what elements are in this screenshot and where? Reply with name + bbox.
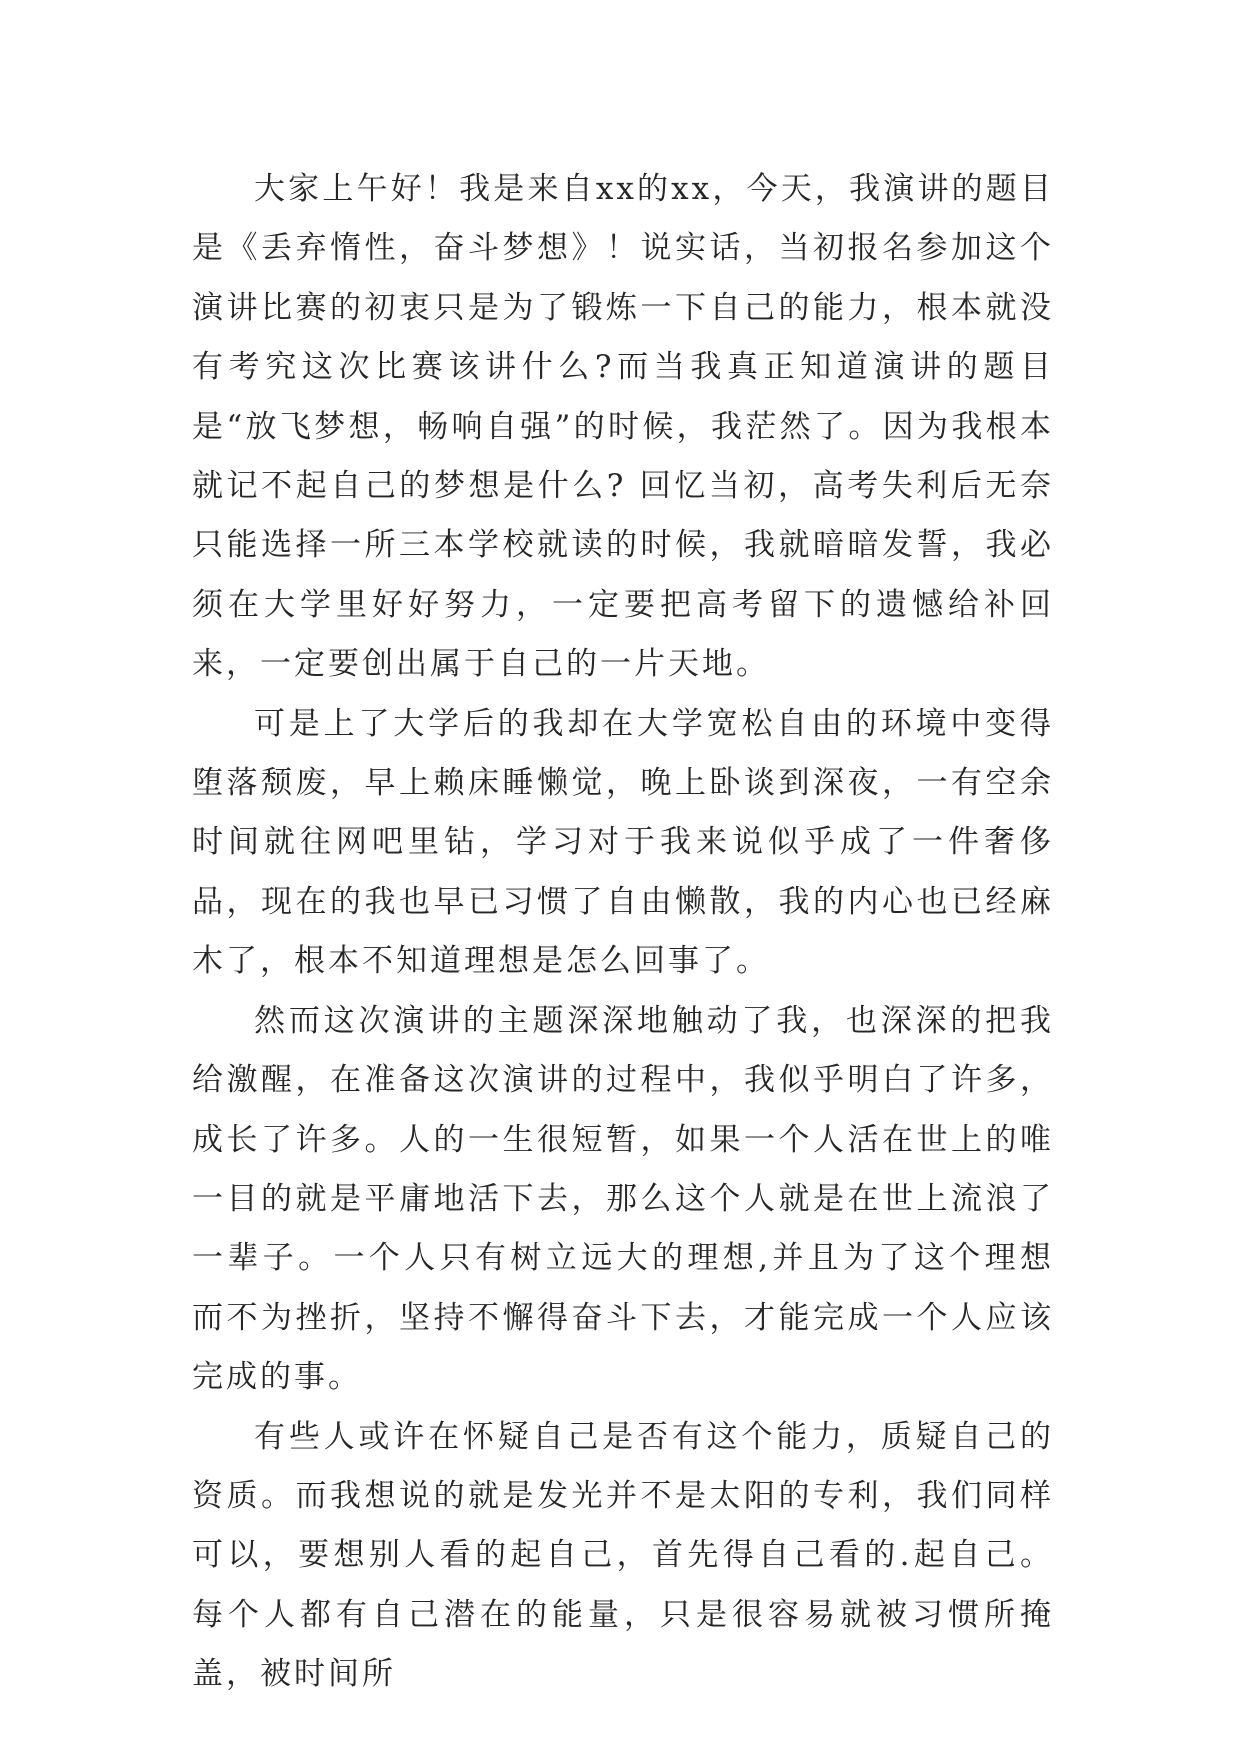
paragraph-4: 有些人或许在怀疑自己是否有这个能力，质疑自己的资质。而我想说的就是发光并不是太阳的专利，我们同样可以，要想别人看的起自己，首先得自己看的.起自己。每个人都有自己潜在的能量，只是很容易就被习惯所掩盖，被时间所 [192,1418,1054,1693]
speech-text [192,160,1054,1705]
paragraph-3: 然而这次演讲的主题深深地触动了我，也深深的把我给激醒，在准备这次演讲的过程中，我似乎明白了许多，成长了许多。人的一生很短暂，如果一个人活在世上的唯一目的就是平庸地活下去，那么这个人就是在世上流浪了一辈子。一个人只有树立远大的理想,并且为了这个理想而不为挫折，坚持不懈得奋斗下去，才能完成一个人应该完成的事。 [192,1002,1054,1396]
paragraph-2: 可是上了大学后的我却在大学宽松自由的环境中变得堕落颓废，早上赖床睡懒觉，晚上卧谈到深夜，一有空余时间就往网吧里钻，学习对于我来说似乎成了一件奢侈品，现在的我也早已习惯了自由懒散，我的内心也已经麻木了，根本不知道理想是怎么回事了。 [192,705,1054,980]
paragraph-1: 大家上午好！我是来自xx的xx，今天，我演讲的题目是《丢弃惰性，奋斗梦想》！说实话，当初报名参加这个演讲比赛的初衷只是为了锻炼一下自己的能力，根本就没有考究这次比赛该讲什么?而当我真正知道演讲的题目是“放飞梦想，畅响自强”的时候，我茫然了。因为我根本就记不起自己的梦想是什么? 回忆当初，高考失利后无奈只能选择一所三本学校就读的时候，我就暗暗发誓，我必须在大学里好好努力，一定要把高考留下的遗憾给补回来，一定要创出属于自己的一片天地。 [192,171,1054,683]
